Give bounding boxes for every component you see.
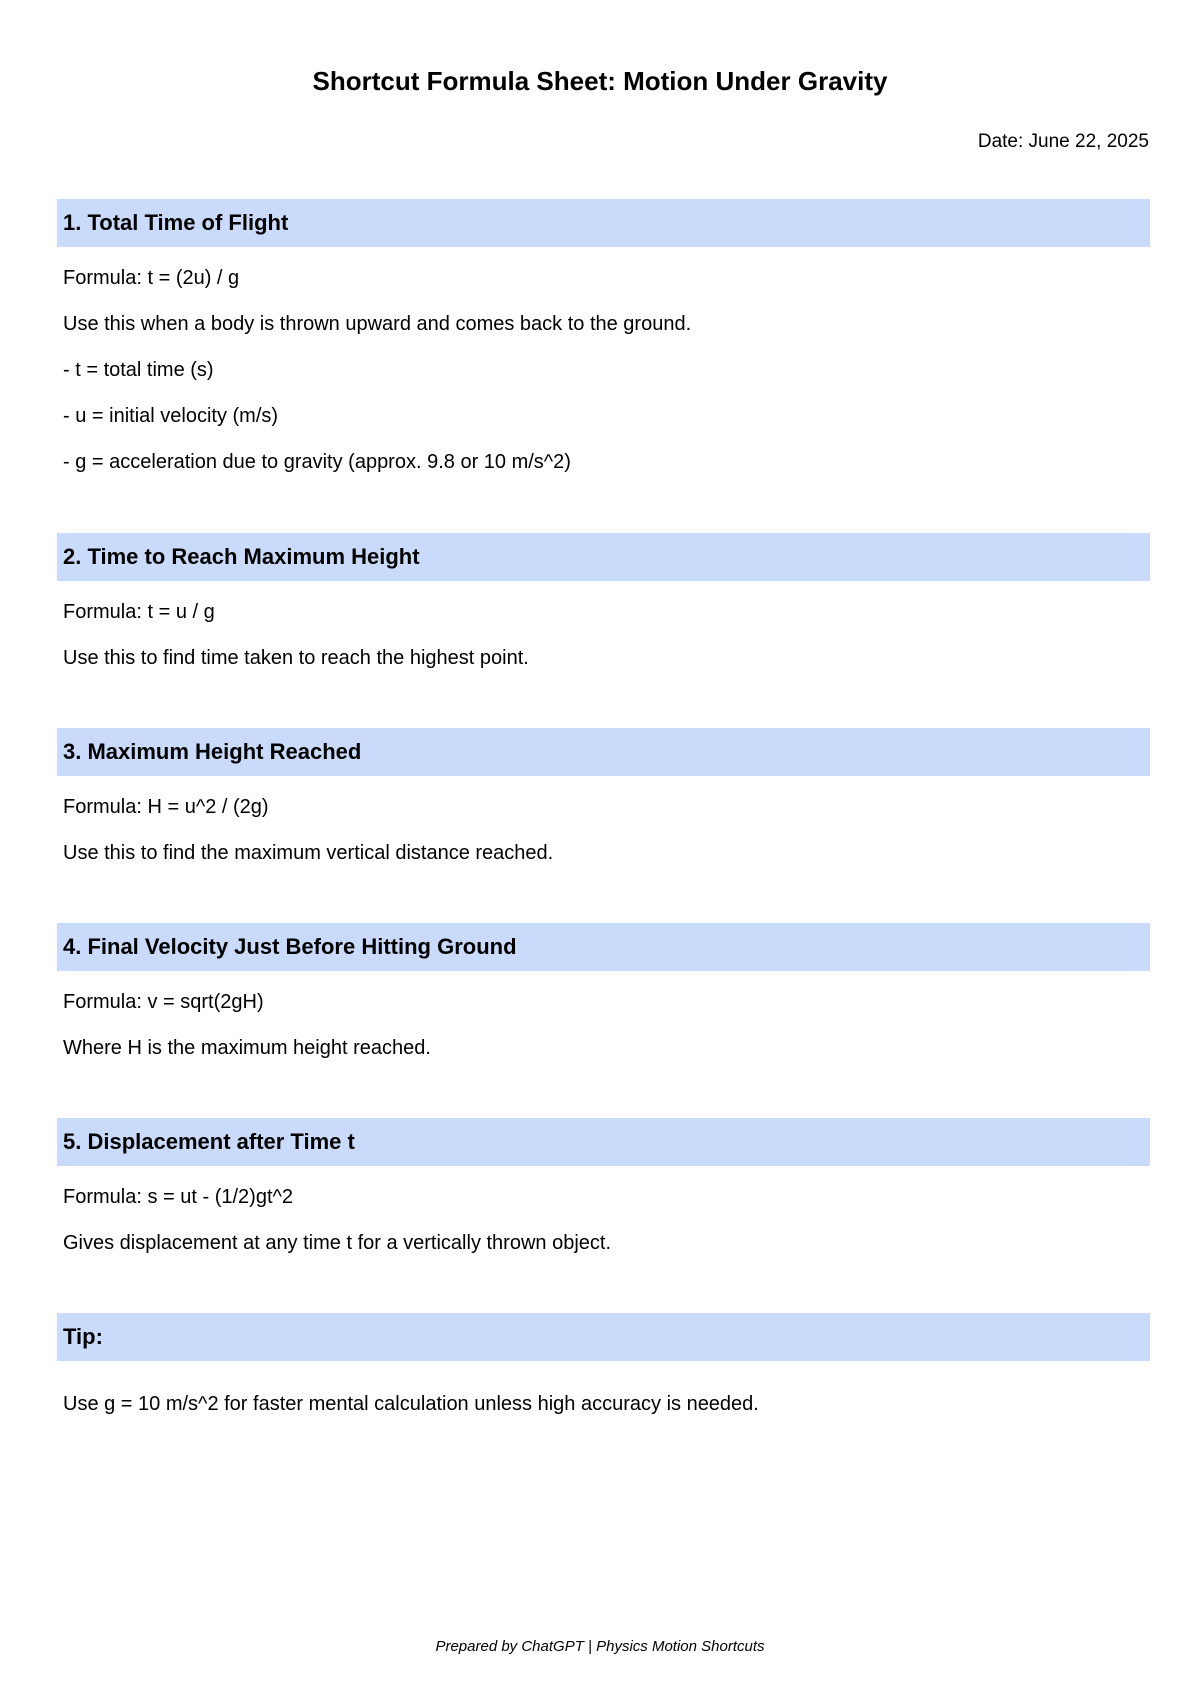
variable-item: - t = total time (s) bbox=[63, 359, 214, 381]
description-text: Use this to find the maximum vertical distance reached. bbox=[63, 842, 554, 864]
section-maximum-height bbox=[57, 728, 1150, 876]
section-heading: 1. Total Time of Flight bbox=[57, 199, 1150, 247]
section-total-time-of-flight bbox=[57, 199, 1150, 485]
formula-text: Formula: H = u^2 / (2g) bbox=[63, 796, 269, 818]
tip-heading: Tip: bbox=[57, 1313, 1150, 1361]
formula-text: Formula: t = u / g bbox=[63, 601, 215, 623]
section-tip bbox=[57, 1313, 1150, 1427]
description-text: Gives displacement at any time t for a vertically thrown object. bbox=[63, 1232, 612, 1254]
section-time-to-max-height bbox=[57, 533, 1150, 681]
section-heading: 5. Displacement after Time t bbox=[57, 1118, 1150, 1166]
variable-item: - g = acceleration due to gravity (approx. 9.8 or 10 m/s^2) bbox=[63, 451, 571, 473]
page-title: Shortcut Formula Sheet: Motion Under Gravity bbox=[312, 66, 888, 96]
page-footer: Prepared by ChatGPT | Physics Motion Shortcuts bbox=[435, 1638, 765, 1655]
section-displacement bbox=[57, 1118, 1150, 1266]
section-final-velocity bbox=[57, 923, 1150, 1071]
formula-text: Formula: s = ut - (1/2)gt^2 bbox=[63, 1186, 294, 1208]
formula-text: Formula: v = sqrt(2gH) bbox=[63, 991, 264, 1013]
document-date: Date: June 22, 2025 bbox=[977, 131, 1149, 152]
section-heading: 3. Maximum Height Reached bbox=[57, 728, 1150, 776]
tip-text: Use g = 10 m/s^2 for faster mental calculation unless high accuracy is needed. bbox=[63, 1393, 759, 1415]
description-text: Use this when a body is thrown upward and comes back to the ground. bbox=[63, 313, 692, 335]
description-text: Use this to find time taken to reach the highest point. bbox=[63, 647, 529, 669]
formula-text: Formula: t = (2u) / g bbox=[63, 267, 240, 289]
section-heading: 4. Final Velocity Just Before Hitting Ground bbox=[57, 923, 1150, 971]
description-text: Where H is the maximum height reached. bbox=[63, 1037, 431, 1059]
section-heading: 2. Time to Reach Maximum Height bbox=[57, 533, 1150, 581]
variable-item: - u = initial velocity (m/s) bbox=[63, 405, 279, 427]
